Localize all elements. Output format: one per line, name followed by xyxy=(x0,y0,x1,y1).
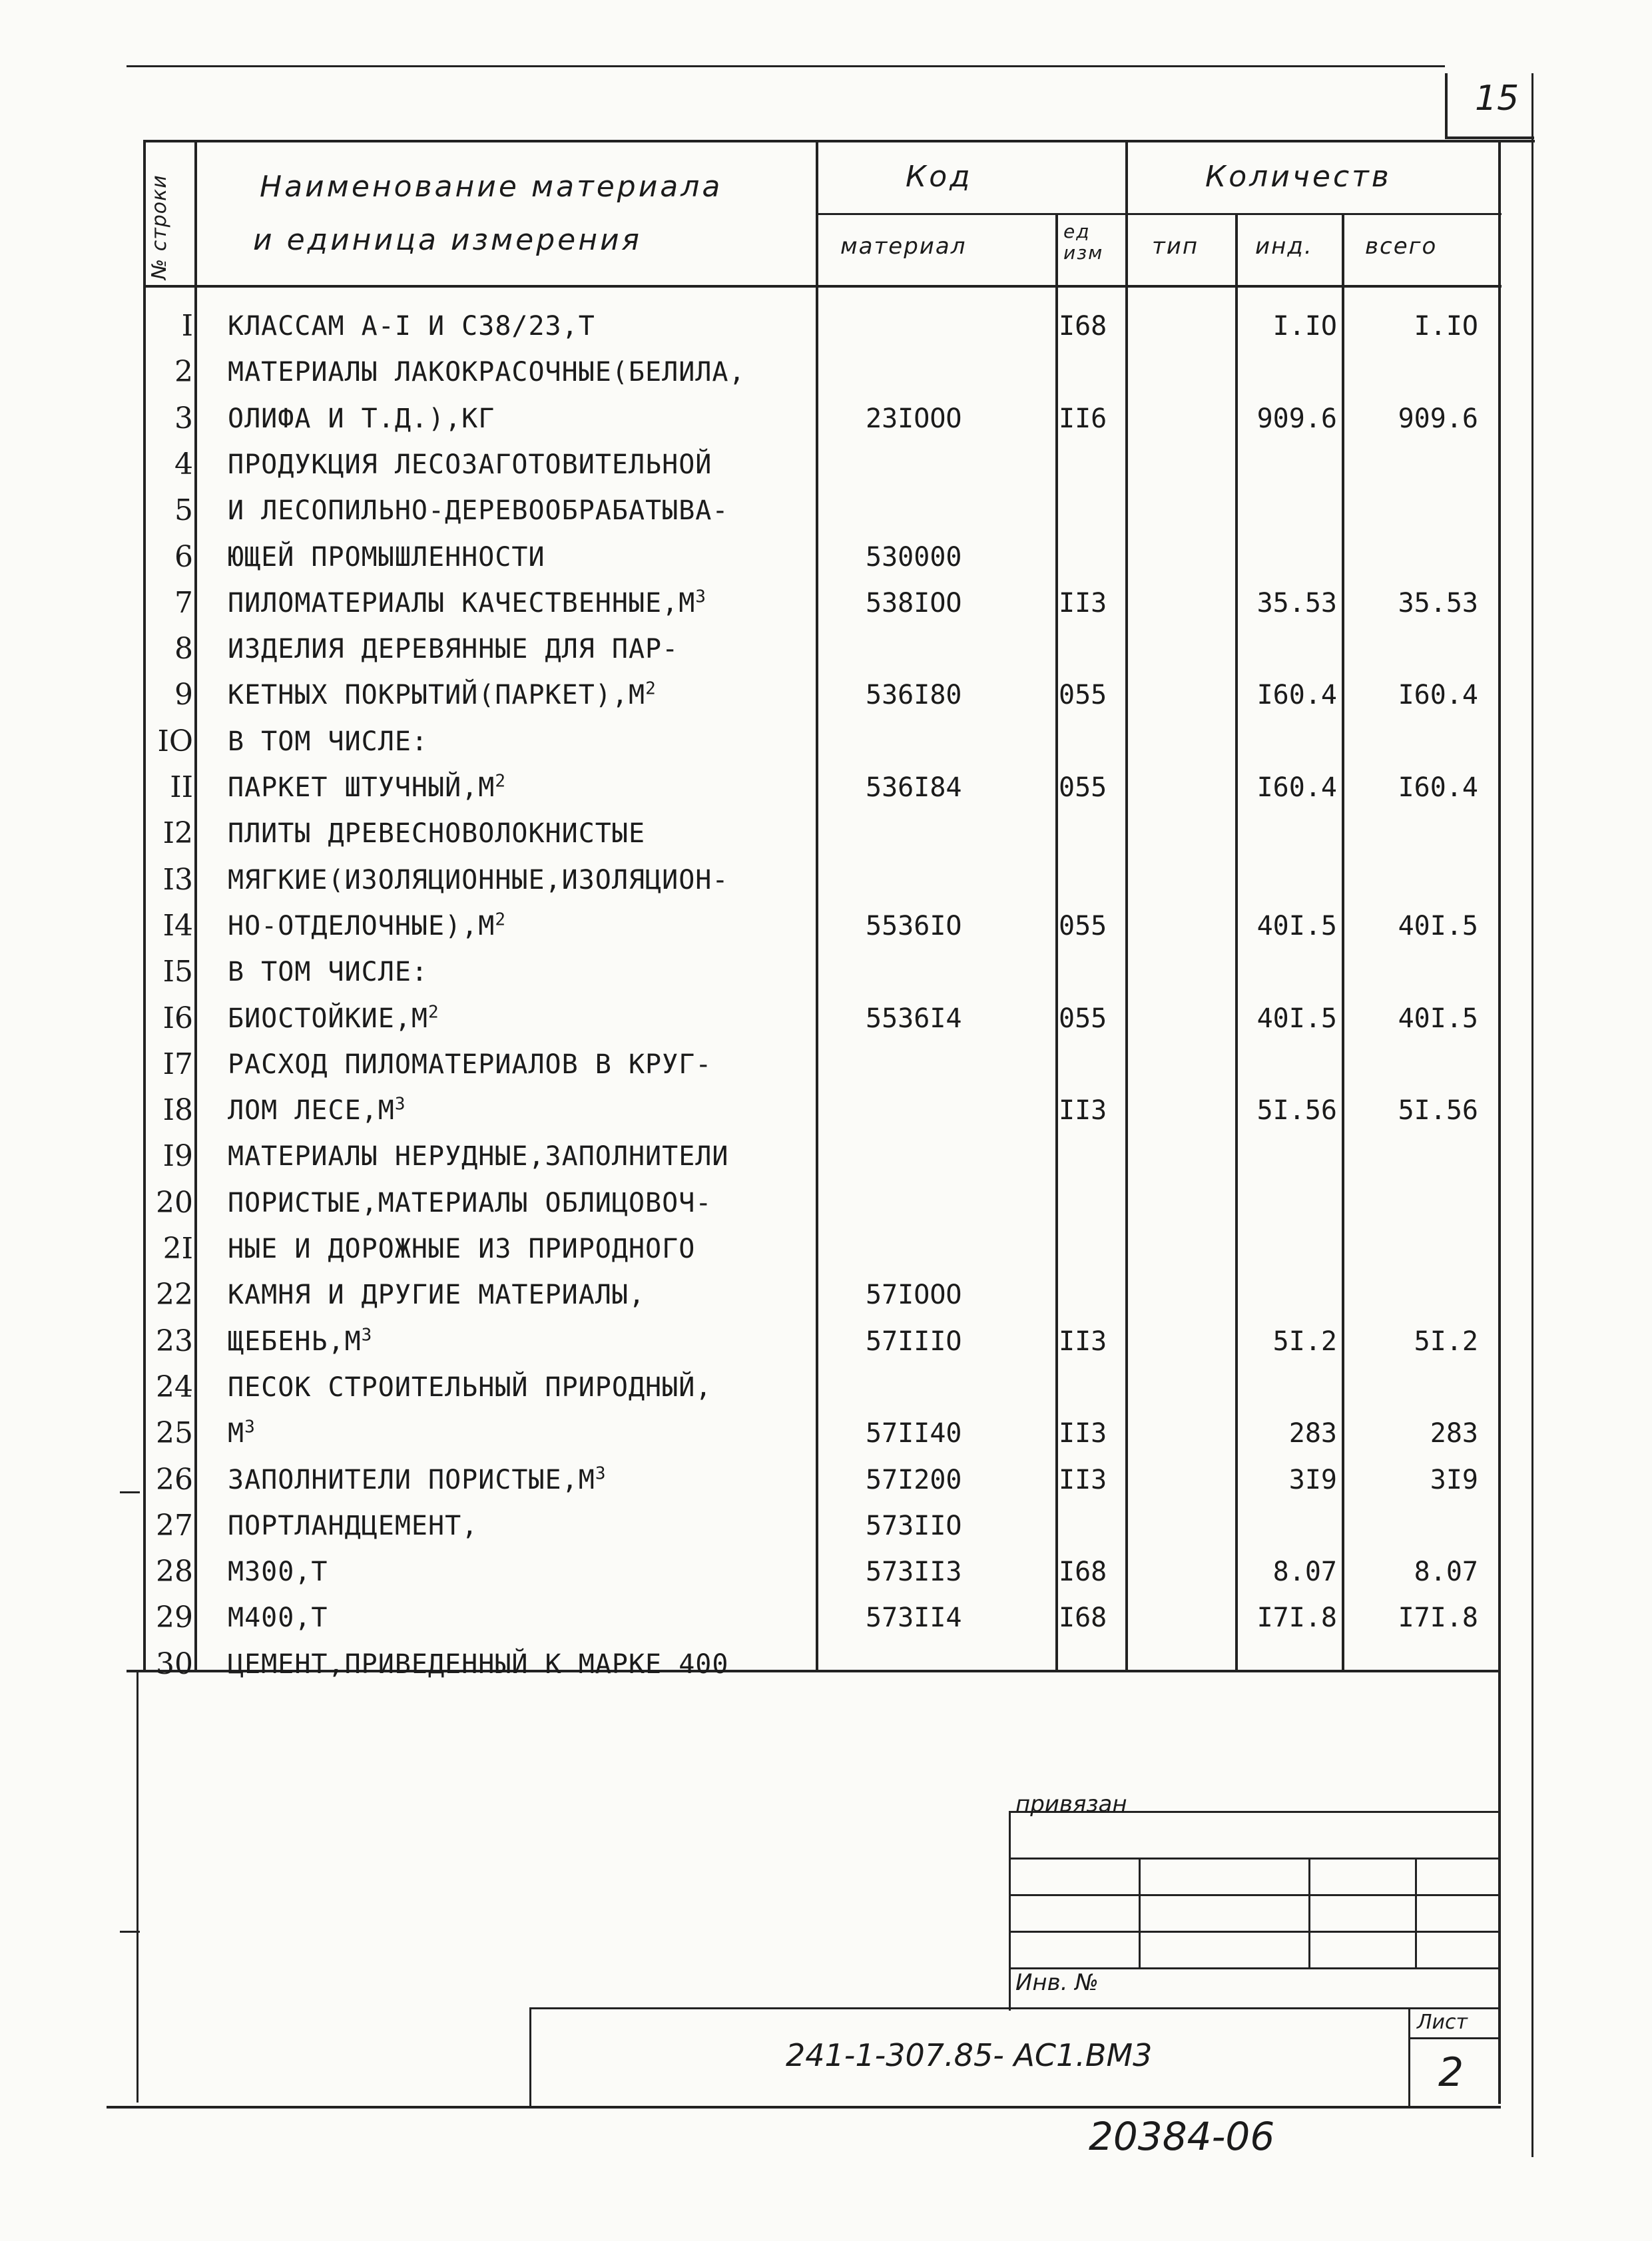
material-code: 536I84 xyxy=(866,772,962,803)
table-row xyxy=(0,857,1652,903)
material-name: КЕТНЫХ $ПОКРЫТИЙ(ПАРКЕТ),М^2$ xyxy=(228,679,657,711)
row-number: I7 xyxy=(162,1047,193,1081)
material-name: В ТОМ ЧИСЛЕ: xyxy=(228,957,428,988)
header-bottom-border xyxy=(143,285,1502,288)
material-name: ПОРТЛАНДЦЕМЕНТ, xyxy=(228,1510,479,1541)
table-row xyxy=(0,1503,1652,1549)
quantity-total: 909.6 xyxy=(1398,403,1478,434)
material-name: ПИЛОМАТЕРИАЛЫ $КАЧЕСТВЕННЫЕ,М^3$ xyxy=(228,587,706,619)
quantity-individual: 283 xyxy=(1288,1418,1337,1449)
material-name: НЫЕ И ДОРОЖНЫЕ ИЗ ПРИРОДНОГО xyxy=(228,1234,696,1264)
quantity-total: 283 xyxy=(1430,1418,1478,1449)
table-row xyxy=(0,1549,1652,1595)
material-name: РАСХОД ПИЛОМАТЕРИАЛОВ В КРУГ- xyxy=(228,1049,712,1080)
material-name: ПАРКЕТ $ШТУЧНЫЙ,М^2$ xyxy=(228,771,506,803)
table-row xyxy=(0,1318,1652,1365)
material-name: $БИОСТОЙКИЕ,М^2$ xyxy=(228,1002,439,1034)
quantity-total: 8.07 xyxy=(1414,1557,1478,1588)
quantity-total: 35.53 xyxy=(1398,587,1478,619)
material-name: ПОРИСТЫЕ,МАТЕРИАЛЫ ОБЛИЦОВОЧ- xyxy=(228,1187,712,1218)
material-code: 573II4 xyxy=(866,1603,962,1634)
table-row xyxy=(0,1041,1652,1088)
unit-exponent: 2 xyxy=(645,679,657,700)
unit-exponent: 2 xyxy=(495,771,506,792)
stamp-title-left xyxy=(529,2007,531,2107)
material-name: $М^3$ xyxy=(228,1417,256,1449)
table-row xyxy=(0,903,1652,949)
unit-code: II6 xyxy=(1059,403,1107,434)
table-top-border xyxy=(143,140,1535,142)
row-number: I2 xyxy=(162,816,193,851)
header-name-line1: Наименование материала xyxy=(260,170,723,204)
quantity-individual: I7I.8 xyxy=(1256,1603,1337,1634)
quantity-individual: I.IO xyxy=(1272,311,1337,342)
table-row xyxy=(0,1457,1652,1503)
stamp-grid-col3 xyxy=(1415,1858,1417,1967)
quantity-individual: 40I.5 xyxy=(1256,910,1337,941)
unit-code: I68 xyxy=(1059,1603,1107,1634)
unit-exponent: 3 xyxy=(361,1325,373,1346)
material-name: В ТОМ ЧИСЛЕ: xyxy=(228,726,428,757)
table-row xyxy=(0,626,1652,672)
material-name: ЮЩЕЙ ПРОМЫШЛЕННОСТИ xyxy=(228,541,545,573)
material-name: $НО-ОТДЕЛОЧНЫЕ),М^2$ xyxy=(228,909,506,941)
material-code: 5536IO xyxy=(866,910,962,941)
unit-exponent: 3 xyxy=(595,1463,607,1484)
unit-code: 055 xyxy=(1059,680,1107,711)
stamp-grid-row3 xyxy=(1009,1931,1498,1933)
quantity-total: I.IO xyxy=(1414,311,1478,342)
material-name: $ЩЕБЕНЬ,М^3$ xyxy=(228,1325,373,1357)
row-number: 2I xyxy=(162,1232,193,1266)
stamp-left-rule xyxy=(1009,1811,1011,2011)
material-name: ПЛИТЫ ДРЕВЕСНОВОЛОКНИСТЫЕ xyxy=(228,818,646,850)
table-row xyxy=(0,1180,1652,1226)
material-code: 573II3 xyxy=(866,1557,962,1588)
row-number: 28 xyxy=(156,1555,193,1589)
header-quantity: Количеств xyxy=(1205,160,1392,194)
quantity-total: 3I9 xyxy=(1430,1464,1478,1495)
sheet-label: Лист xyxy=(1417,2011,1468,2034)
quantity-individual: 35.53 xyxy=(1256,587,1337,619)
row-number: 4 xyxy=(174,447,193,481)
material-name: ЗАПОЛНИТЕЛИ $ПОРИСТЫЕ,М^3$ xyxy=(228,1463,607,1495)
material-name: МАТЕРИАЛЫ ЛАКОКРАСОЧНЫЕ(БЕЛИЛА, xyxy=(228,357,746,388)
quantity-total: 40I.5 xyxy=(1398,910,1478,941)
quantity-total: I60.4 xyxy=(1398,772,1478,803)
row-number: I8 xyxy=(162,1093,193,1128)
page-number: 15 xyxy=(1475,79,1519,119)
table-row xyxy=(0,1410,1652,1457)
table-row xyxy=(0,1595,1652,1641)
row-number: 8 xyxy=(174,632,193,666)
row-number: 30 xyxy=(156,1646,193,1681)
table-row xyxy=(0,764,1652,811)
row-number: 9 xyxy=(174,678,193,712)
stamp-grid-col2 xyxy=(1308,1858,1310,1967)
table-row xyxy=(0,1087,1652,1134)
row-number: I3 xyxy=(162,862,193,897)
material-name: ЦЕМЕНТ,ПРИВЕДЕННЫЙ К МАРКЕ 400 xyxy=(228,1648,729,1680)
row-number: 20 xyxy=(156,1185,193,1220)
material-code: 536I80 xyxy=(866,680,962,711)
material-code: 23IOOO xyxy=(866,403,962,434)
material-code: 57IIIO xyxy=(866,1326,962,1357)
stamp-grid-row1 xyxy=(1009,1858,1498,1860)
material-name: КАМНЯ И ДРУГИЕ МАТЕРИАЛЫ, xyxy=(228,1280,646,1311)
stamp-sheet-label-rule xyxy=(1408,2037,1498,2039)
stamp-grid-row2 xyxy=(1009,1894,1498,1896)
footer-number: 20384-06 xyxy=(1089,2114,1275,2159)
header-qty-type: тип xyxy=(1152,233,1199,260)
header-code-material: материал xyxy=(840,233,967,260)
material-name: ПЕСОК СТРОИТЕЛЬНЫЙ ПРИРОДНЫЙ, xyxy=(228,1371,712,1403)
sheet-number: 2 xyxy=(1438,2049,1464,2096)
material-code: 530000 xyxy=(866,541,962,573)
table-row xyxy=(0,949,1652,995)
row-number: I9 xyxy=(162,1139,193,1174)
row-number: 23 xyxy=(156,1324,193,1358)
table-row xyxy=(0,1272,1652,1318)
quantity-total: 5I.2 xyxy=(1414,1326,1478,1357)
table-row xyxy=(0,1364,1652,1411)
header-code: Код xyxy=(906,160,973,194)
header-code-unit: ед изм xyxy=(1063,220,1104,264)
row-number: 3 xyxy=(174,401,193,435)
stamp-sheet-divider xyxy=(1408,2007,1410,2107)
unit-exponent: 3 xyxy=(244,1417,256,1437)
stamp-title-top xyxy=(529,2007,1498,2009)
stamp-inv-no: Инв. № xyxy=(1015,1969,1099,1996)
quantity-total: I60.4 xyxy=(1398,680,1478,711)
table-row xyxy=(0,580,1652,626)
table-row xyxy=(0,303,1652,350)
quantity-individual: 3I9 xyxy=(1288,1464,1337,1495)
quantity-individual: I60.4 xyxy=(1256,772,1337,803)
row-number: 25 xyxy=(156,1416,193,1451)
unit-code: 055 xyxy=(1059,772,1107,803)
stamp-bottom-rule xyxy=(107,2106,1501,2109)
table-row xyxy=(0,718,1652,765)
margin-tick xyxy=(120,1491,140,1493)
row-number: 5 xyxy=(174,493,193,528)
quantity-individual: 5I.56 xyxy=(1256,1095,1337,1126)
unit-code: I68 xyxy=(1059,1557,1107,1588)
table-row xyxy=(0,995,1652,1042)
unit-exponent: 2 xyxy=(427,1002,439,1023)
quantity-individual: 40I.5 xyxy=(1256,1003,1337,1034)
table-row xyxy=(0,1226,1652,1272)
material-code: 538IOO xyxy=(866,587,962,619)
table-row xyxy=(0,487,1652,534)
row-number: 7 xyxy=(174,585,193,620)
header-name-line2: и единица измерения xyxy=(253,223,643,257)
unit-code: I68 xyxy=(1059,311,1107,342)
table-row xyxy=(0,441,1652,488)
material-name: КЛАССАМ А-I И С38/23,Т xyxy=(228,311,595,342)
unit-exponent: 3 xyxy=(695,587,706,607)
material-name: ОЛИФА И Т.Д.),КГ xyxy=(228,403,495,434)
material-name: МАТЕРИАЛЫ НЕРУДНЫЕ,ЗАПОЛНИТЕЛИ xyxy=(228,1141,729,1172)
quantity-total: I7I.8 xyxy=(1398,1603,1478,1634)
table-row xyxy=(0,1641,1652,1688)
unit-code: II3 xyxy=(1059,1095,1107,1126)
material-code: 573IIO xyxy=(866,1510,962,1541)
table-row xyxy=(0,349,1652,395)
table-row xyxy=(0,395,1652,442)
table-row xyxy=(0,672,1652,718)
unit-exponent: 2 xyxy=(495,909,506,930)
row-number: I5 xyxy=(162,955,193,989)
material-name: ПРОДУКЦИЯ ЛЕСОЗАГОТОВИТЕЛЬНОЙ xyxy=(228,449,712,480)
row-number: 26 xyxy=(156,1462,193,1497)
header-row-no: № строки xyxy=(148,174,171,280)
quantity-individual: 8.07 xyxy=(1272,1557,1337,1588)
header-mid-rule xyxy=(816,213,1502,215)
row-number: IO xyxy=(157,724,193,758)
material-name: М300,Т xyxy=(228,1557,328,1588)
page-left-border xyxy=(137,1670,138,2103)
unit-code: 055 xyxy=(1059,910,1107,941)
header-qty-total: всего xyxy=(1365,233,1438,260)
material-code: 57I200 xyxy=(866,1464,962,1495)
material-name: МЯГКИЕ(ИЗОЛЯЦИОННЫЕ,ИЗОЛЯЦИОН- xyxy=(228,864,729,895)
material-name: ИЗДЕЛИЯ ДЕРЕВЯННЫЕ ДЛЯ ПАР- xyxy=(228,634,679,665)
quantity-individual: 909.6 xyxy=(1256,403,1337,434)
quantity-total: 40I.5 xyxy=(1398,1003,1478,1034)
unit-code: 055 xyxy=(1059,1003,1107,1034)
quantity-total: 5I.56 xyxy=(1398,1095,1478,1126)
quantity-individual: I60.4 xyxy=(1256,680,1337,711)
row-number: I4 xyxy=(162,908,193,943)
document-code: 241-1-307.85- АС1.ВМ3 xyxy=(786,2037,1153,2073)
material-name: И ЛЕСОПИЛЬНО-ДЕРЕВООБРАБАТЫВА- xyxy=(228,495,729,527)
material-code: 5536I4 xyxy=(866,1003,962,1034)
stamp-privyazan: привязан xyxy=(1015,1791,1127,1818)
unit-exponent: 3 xyxy=(394,1094,406,1115)
unit-code: II3 xyxy=(1059,1464,1107,1495)
row-number: 24 xyxy=(156,1370,193,1404)
row-number: II xyxy=(170,770,193,804)
row-number: I6 xyxy=(162,1001,193,1035)
unit-code: II3 xyxy=(1059,1418,1107,1449)
material-code: 57IOOO xyxy=(866,1280,962,1311)
row-number: 27 xyxy=(156,1508,193,1543)
stamp-grid-col1 xyxy=(1139,1858,1141,1967)
material-name: М400,Т xyxy=(228,1603,328,1634)
unit-code: II3 xyxy=(1059,587,1107,619)
margin-tick xyxy=(120,1931,140,1933)
material-code: 57II40 xyxy=(866,1418,962,1449)
row-number: I xyxy=(181,309,193,343)
top-rule xyxy=(127,65,1445,67)
header-qty-ind: инд. xyxy=(1255,233,1313,260)
unit-code: II3 xyxy=(1059,1326,1107,1357)
quantity-individual: 5I.2 xyxy=(1272,1326,1337,1357)
table-row xyxy=(0,534,1652,581)
table-row xyxy=(0,810,1652,857)
row-number: 29 xyxy=(156,1601,193,1635)
row-number: 22 xyxy=(156,1278,193,1312)
material-name: ЛОМ $ЛЕСЕ,М^3$ xyxy=(228,1094,406,1126)
row-number: 2 xyxy=(174,355,193,389)
table-row xyxy=(0,1133,1652,1180)
row-number: 6 xyxy=(174,539,193,574)
